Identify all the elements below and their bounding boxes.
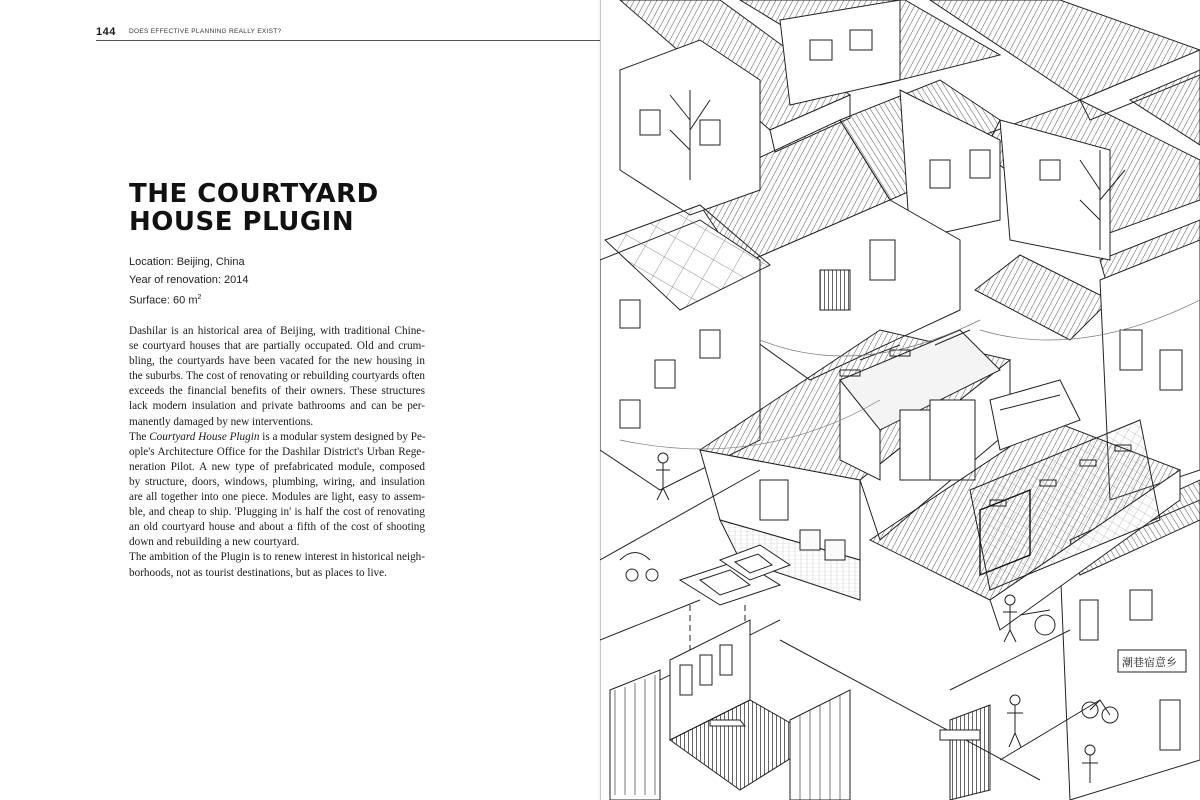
text-line: exceeds the financial benefits of their owners. These structures <box>129 385 425 398</box>
drawing-linework <box>600 0 1200 800</box>
text-line: se courtyard houses that are partially occupated. Old and crum- <box>129 340 425 353</box>
text-line: the suburbs. The cost of renovating or rebuilding courtyards often <box>129 370 425 383</box>
running-title: DOES EFFECTIVE PLANNING REALLY EXIST? <box>129 28 282 35</box>
paragraph-1 <box>129 324 425 430</box>
text-run: is a modular system designed by Pe- <box>259 430 426 443</box>
body-text <box>129 324 425 581</box>
article-title-line-1: THE COURTYARD <box>129 179 379 209</box>
shop-sign <box>1118 650 1186 672</box>
surface-unit-superscript: 2 <box>197 294 202 301</box>
project-name-italic: Courtyard House Plugin <box>149 430 260 443</box>
text-line: an old courtyard house and about a fifth of the cost of shooting <box>129 521 425 534</box>
page-number: 144 <box>96 26 116 38</box>
axonometric-courtyard-drawing <box>600 0 1200 800</box>
book-gutter <box>598 0 602 800</box>
text-line: Dashilar is an historical area of Beijing, with traditional Chine- <box>129 325 425 337</box>
paragraph-2 <box>129 430 425 551</box>
text-line: ble, and cheap to ship. 'Plugging in' is half the cost of renovating <box>129 506 425 519</box>
project-metadata <box>129 253 248 310</box>
text-line: by structure, doors, windows, plumbing, wiring, and insulation <box>129 475 425 488</box>
text-line: down and rebuilding a new courtyard. <box>129 536 300 549</box>
text-line <box>129 430 425 445</box>
text-line: lack modern insulation and private bathrooms and can be per- <box>129 400 425 413</box>
year-line: Year of renovation: 2014 <box>129 274 249 286</box>
right-page <box>600 0 1200 800</box>
text-line: ople's Architecture Office for the Dashilar District's Urban Rege- <box>129 445 425 458</box>
text-line: neration Pilot. A new type of prefabricated module, composed <box>129 460 425 473</box>
article-title <box>129 180 379 236</box>
shop-sign-text: 潮巷宿意乡 <box>1122 656 1177 669</box>
text-line: The ambition of the Plugin is to renew interest in historical neigh- <box>129 551 425 564</box>
running-header <box>96 26 600 41</box>
article-title-line-2: HOUSE PLUGIN <box>129 207 355 237</box>
surface-line <box>129 289 248 310</box>
location-line: Location: Beijing, China <box>129 256 245 268</box>
paragraph-3 <box>129 550 425 580</box>
text-line: are all together into one piece. Modules are light, easy to assem- <box>129 491 425 504</box>
text-line: manently damaged by new interventions. <box>129 415 314 428</box>
surface-text: Surface: 60 m <box>129 294 198 307</box>
text-run: The <box>129 430 150 443</box>
text-line: bling, the courtyards have been vacated for the new housing in <box>129 355 425 368</box>
text-line: borhoods, not as tourist destinations, but as places to live. <box>129 566 387 579</box>
